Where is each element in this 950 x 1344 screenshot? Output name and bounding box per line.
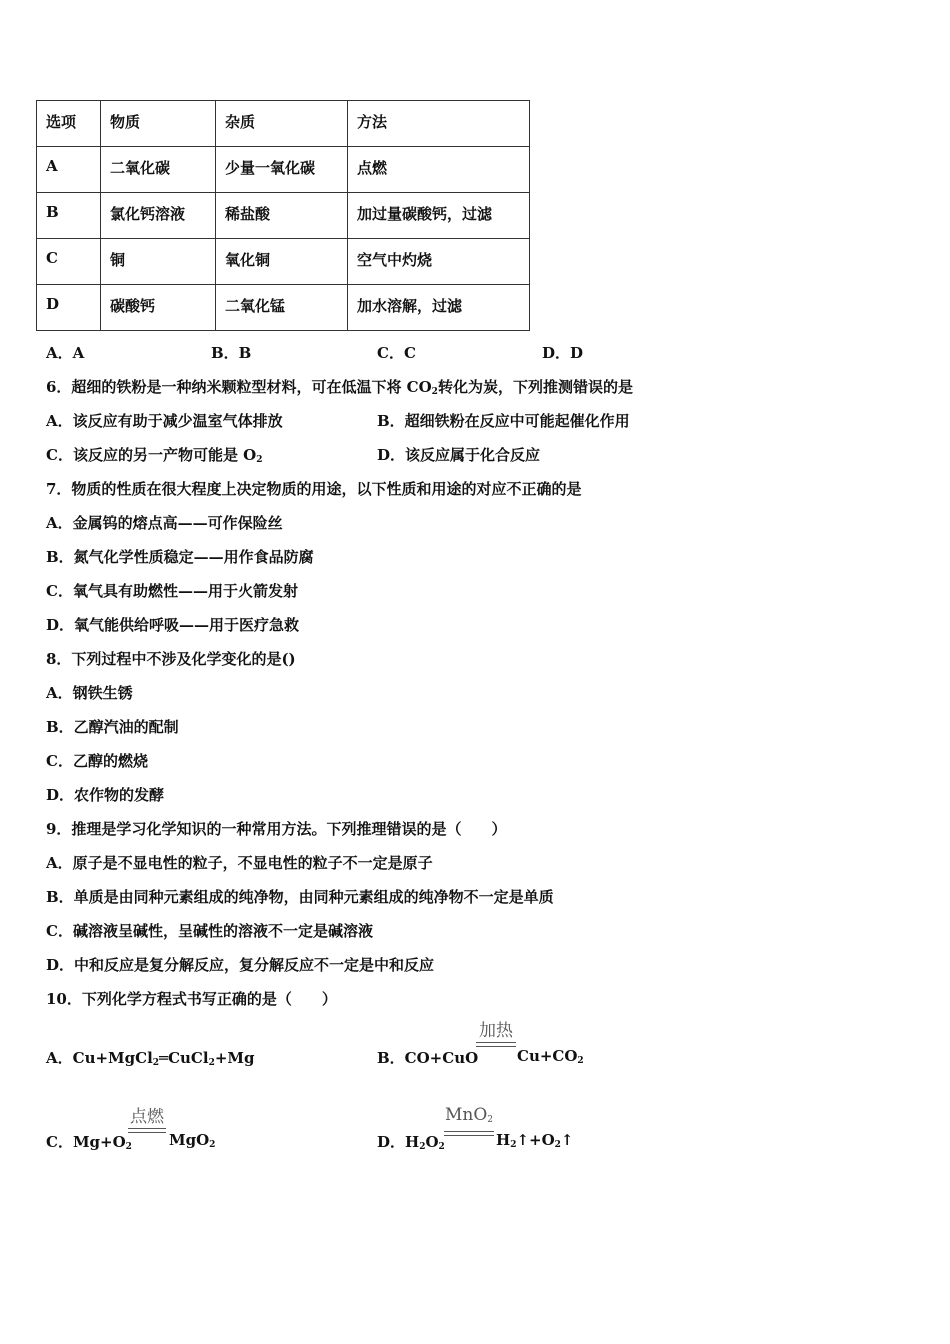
table-cell: D bbox=[37, 285, 101, 331]
table-row bbox=[37, 285, 530, 331]
q10-option-b-right bbox=[517, 1047, 584, 1066]
table-cell: B bbox=[37, 193, 101, 239]
table-cell: 点燃 bbox=[348, 147, 530, 193]
q6-stem-part: 6．超细的铁粉是一种纳米颗粒型材料，可在低温下将 CO bbox=[46, 378, 432, 396]
q10-option-c-right bbox=[169, 1131, 215, 1150]
table-row bbox=[37, 193, 530, 239]
q7-stem: 7．物质的性质在很大程度上决定物质的用途，以下性质和用途的对应不正确的是 bbox=[46, 480, 582, 498]
condition-text: 加热 bbox=[479, 1021, 513, 1041]
q5-option-c: C．C bbox=[377, 344, 416, 362]
q6-option-c-text: C．该反应的另一产物可能是 O bbox=[46, 446, 257, 464]
q8-option-d: D．农作物的发酵 bbox=[46, 786, 165, 804]
q9-option-c: C．碱溶液呈碱性，呈碱性的溶液不一定是碱溶液 bbox=[46, 922, 373, 940]
condition-text: 点燃 bbox=[130, 1107, 164, 1127]
q9-option-d: D．中和反应是复分解反应，复分解反应不一定是中和反应 bbox=[46, 956, 435, 974]
subscript: 2 bbox=[431, 387, 438, 397]
table-cell: 二氧化碳 bbox=[101, 147, 216, 193]
table-cell: 空气中灼烧 bbox=[348, 239, 530, 285]
table-cell: 加水溶解，过滤 bbox=[348, 285, 530, 331]
subscript: 2 bbox=[438, 1142, 445, 1152]
subscript: 2 bbox=[419, 1142, 426, 1152]
table-cell: 稀盐酸 bbox=[216, 193, 348, 239]
equation-part: +Mg bbox=[214, 1049, 255, 1067]
q9-option-a: A．原子是不显电性的粒子，不显电性的粒子不一定是原子 bbox=[46, 854, 433, 872]
q7-option-d: D．氧气能供给呼吸——用于医疗急救 bbox=[46, 616, 300, 634]
equation-part: ↑ bbox=[560, 1131, 574, 1149]
q8-option-b: B．乙醇汽油的配制 bbox=[46, 718, 179, 736]
table-cell: 二氧化锰 bbox=[216, 285, 348, 331]
equation-part: Cu+CO bbox=[517, 1047, 578, 1065]
equation-part: D．H bbox=[377, 1133, 420, 1151]
subscript: 2 bbox=[577, 1056, 584, 1066]
subscript: 2 bbox=[152, 1058, 160, 1068]
q8-option-c: C．乙醇的燃烧 bbox=[46, 752, 148, 770]
equals-sign bbox=[128, 1128, 166, 1133]
q8-option-a: A．钢铁生锈 bbox=[46, 684, 133, 702]
table-cell: 铜 bbox=[101, 239, 216, 285]
q6-option-d: D．该反应属于化合反应 bbox=[377, 446, 541, 464]
subscript: 2 bbox=[209, 1140, 216, 1150]
q6-option-c bbox=[46, 444, 263, 465]
catalyst-formula: MnO bbox=[444, 1105, 488, 1125]
equals-sign bbox=[476, 1042, 516, 1047]
q10-option-d-left bbox=[377, 1131, 445, 1152]
table-cell: A bbox=[37, 147, 101, 193]
q5-option-a: A．A bbox=[46, 344, 85, 362]
q10-stem: 10．下列化学方程式书写正确的是（ ） bbox=[46, 990, 337, 1008]
table-cell: 氧化铜 bbox=[216, 239, 348, 285]
options-table bbox=[36, 100, 530, 331]
q10-option-a bbox=[46, 1047, 255, 1068]
subscript: 2 bbox=[256, 455, 263, 465]
q5-option-d: D．D bbox=[542, 344, 584, 362]
q7-option-a: A．金属钨的熔点高——可作保险丝 bbox=[46, 514, 283, 532]
table-header-cell: 杂质 bbox=[216, 101, 348, 147]
table-cell: 少量一氧化碳 bbox=[216, 147, 348, 193]
q9-option-b: B．单质是由同种元素组成的纯净物，由同种元素组成的纯净物不一定是单质 bbox=[46, 888, 554, 906]
equation-part: C．Mg+O bbox=[46, 1133, 126, 1151]
q10-option-c-left bbox=[46, 1131, 132, 1152]
q6-option-a: A．该反应有助于减少温室气体排放 bbox=[46, 412, 283, 430]
q6-option-b: B．超细铁粉在反应中可能起催化作用 bbox=[377, 412, 630, 430]
q8-stem: 8．下列过程中不涉及化学变化的是() bbox=[46, 650, 296, 668]
q6-stem-part: 转化为炭，下列推测错误的是 bbox=[437, 378, 633, 396]
q7-option-c: C．氧气具有助燃性——用于火箭发射 bbox=[46, 582, 298, 600]
subscript: 2 bbox=[125, 1142, 132, 1152]
reaction-condition bbox=[444, 1106, 494, 1136]
q10-option-b-left: B．CO+CuO bbox=[377, 1049, 479, 1067]
table-header-cell: 物质 bbox=[101, 101, 216, 147]
subscript: 2 bbox=[208, 1058, 215, 1068]
equation-part: A．Cu+MgCl bbox=[46, 1049, 153, 1067]
equation-part: MgO bbox=[169, 1131, 210, 1149]
table-row bbox=[37, 147, 530, 193]
condition-text bbox=[444, 1106, 494, 1129]
equation-part: H bbox=[496, 1131, 511, 1149]
table-header-cell: 方法 bbox=[348, 101, 530, 147]
subscript: 2 bbox=[487, 1115, 494, 1125]
q10-option-d-right bbox=[496, 1131, 574, 1150]
table-row bbox=[37, 239, 530, 285]
table-header-cell: 选项 bbox=[37, 101, 101, 147]
reaction-condition bbox=[476, 1022, 516, 1047]
equation-part: O bbox=[425, 1133, 439, 1151]
table-cell: C bbox=[37, 239, 101, 285]
reaction-condition bbox=[128, 1108, 166, 1133]
table-cell: 加过量碳酸钙，过滤 bbox=[348, 193, 530, 239]
table-cell: 碳酸钙 bbox=[101, 285, 216, 331]
subscript: 2 bbox=[554, 1140, 561, 1150]
subscript: 2 bbox=[510, 1140, 517, 1150]
equation-part: ↑+O bbox=[516, 1131, 555, 1149]
q5-option-b: B．B bbox=[211, 344, 252, 362]
equals-sign bbox=[444, 1131, 494, 1136]
table-header-row bbox=[37, 101, 530, 147]
equation-part: ═CuCl bbox=[159, 1049, 209, 1067]
q7-option-b: B．氮气化学性质稳定——用作食品防腐 bbox=[46, 548, 314, 566]
q6-stem bbox=[46, 376, 633, 397]
q9-stem: 9．推理是学习化学知识的一种常用方法。下列推理错误的是（ ） bbox=[46, 820, 507, 838]
table-cell: 氯化钙溶液 bbox=[101, 193, 216, 239]
